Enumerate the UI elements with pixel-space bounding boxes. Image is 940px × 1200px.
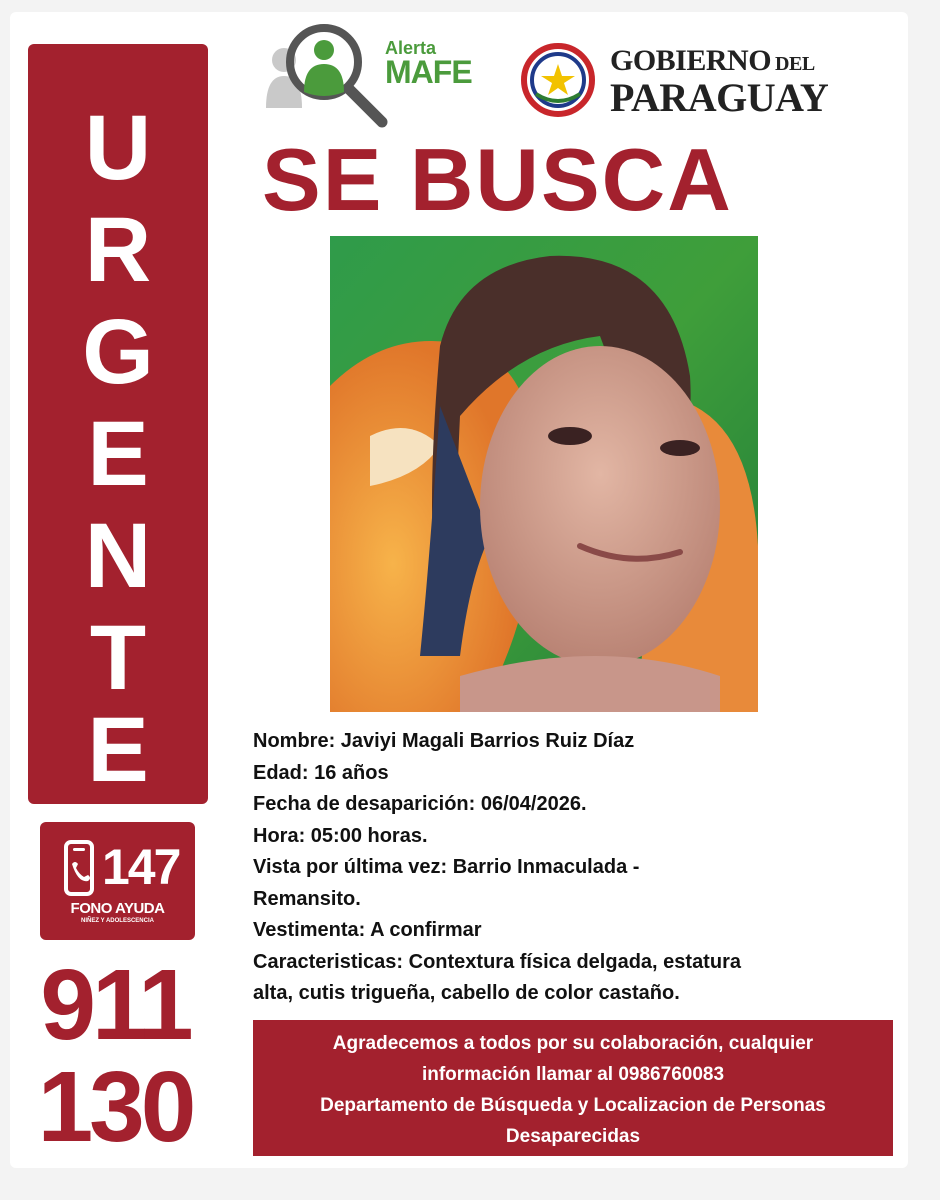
fono-number: 147 <box>102 839 180 895</box>
fono-sublabel: NIÑEZ Y ADOLESCENCIA <box>81 918 154 924</box>
mafe-name-text: MAFE <box>385 54 472 90</box>
urgente-letter: N <box>84 505 152 607</box>
gov-gobierno: GOBIERNO <box>610 44 772 77</box>
mafe-logo <box>262 18 492 128</box>
footer-line-4: Desaparecidas <box>505 1126 641 1147</box>
emergency-number-130: 130 <box>37 1051 193 1163</box>
paraguay-seal-icon <box>520 42 596 118</box>
gov-title-line2: PARAGUAY <box>610 75 829 120</box>
detail-caracteristicas-1: Caracteristicas: Contextura física delgada, estatura <box>253 950 741 973</box>
urgente-banner <box>28 44 208 804</box>
footer-line-2: información llamar al 0986760083 <box>421 1064 725 1085</box>
emergency-number-911: 911 <box>40 949 190 1061</box>
detail-caracteristicas-2: alta, cutis trigueña, cabello de color castaño. <box>253 982 680 1004</box>
se-busca-headline: SE BUSCA <box>262 130 733 229</box>
mafe-alerta-text: Alerta <box>385 38 437 58</box>
urgente-letter: E <box>87 699 149 801</box>
footer-line-1: Agradecemos a todos por su colaboración, cualquier <box>332 1033 814 1054</box>
missing-person-photo <box>330 236 758 712</box>
detail-vista-2: Remansito. <box>253 887 361 910</box>
detail-hora: Hora: 05:00 horas. <box>253 824 428 847</box>
footer-line-3: Departamento de Búsqueda y Localizacion de Personas <box>320 1095 826 1116</box>
detail-vista-1: Vista por última vez: Barrio Inmaculada - <box>253 856 640 878</box>
person-details <box>253 726 853 1010</box>
urgente-letter: E <box>87 403 149 505</box>
urgente-letter: T <box>89 607 147 709</box>
magnifier-people-icon <box>262 18 392 128</box>
detail-fecha: Fecha de desaparición: 06/04/2026. <box>253 793 587 815</box>
detail-vestimenta: Vestimenta: A confirmar <box>253 919 482 941</box>
phone-icon <box>62 840 98 898</box>
urgente-letter: R <box>84 199 152 301</box>
fono-ayuda-badge <box>40 822 195 940</box>
fono-label: FONO AYUDA <box>70 900 165 917</box>
gov-title-line1 <box>610 44 815 78</box>
detail-nombre: Nombre: Javiyi Magali Barrios Ruiz Díaz <box>253 730 635 752</box>
detail-edad: Edad: 16 años <box>253 761 389 784</box>
urgente-letter: U <box>84 97 152 199</box>
urgente-letter: G <box>82 301 154 403</box>
contact-footer <box>253 1020 893 1156</box>
gov-del: DEL <box>775 53 815 75</box>
